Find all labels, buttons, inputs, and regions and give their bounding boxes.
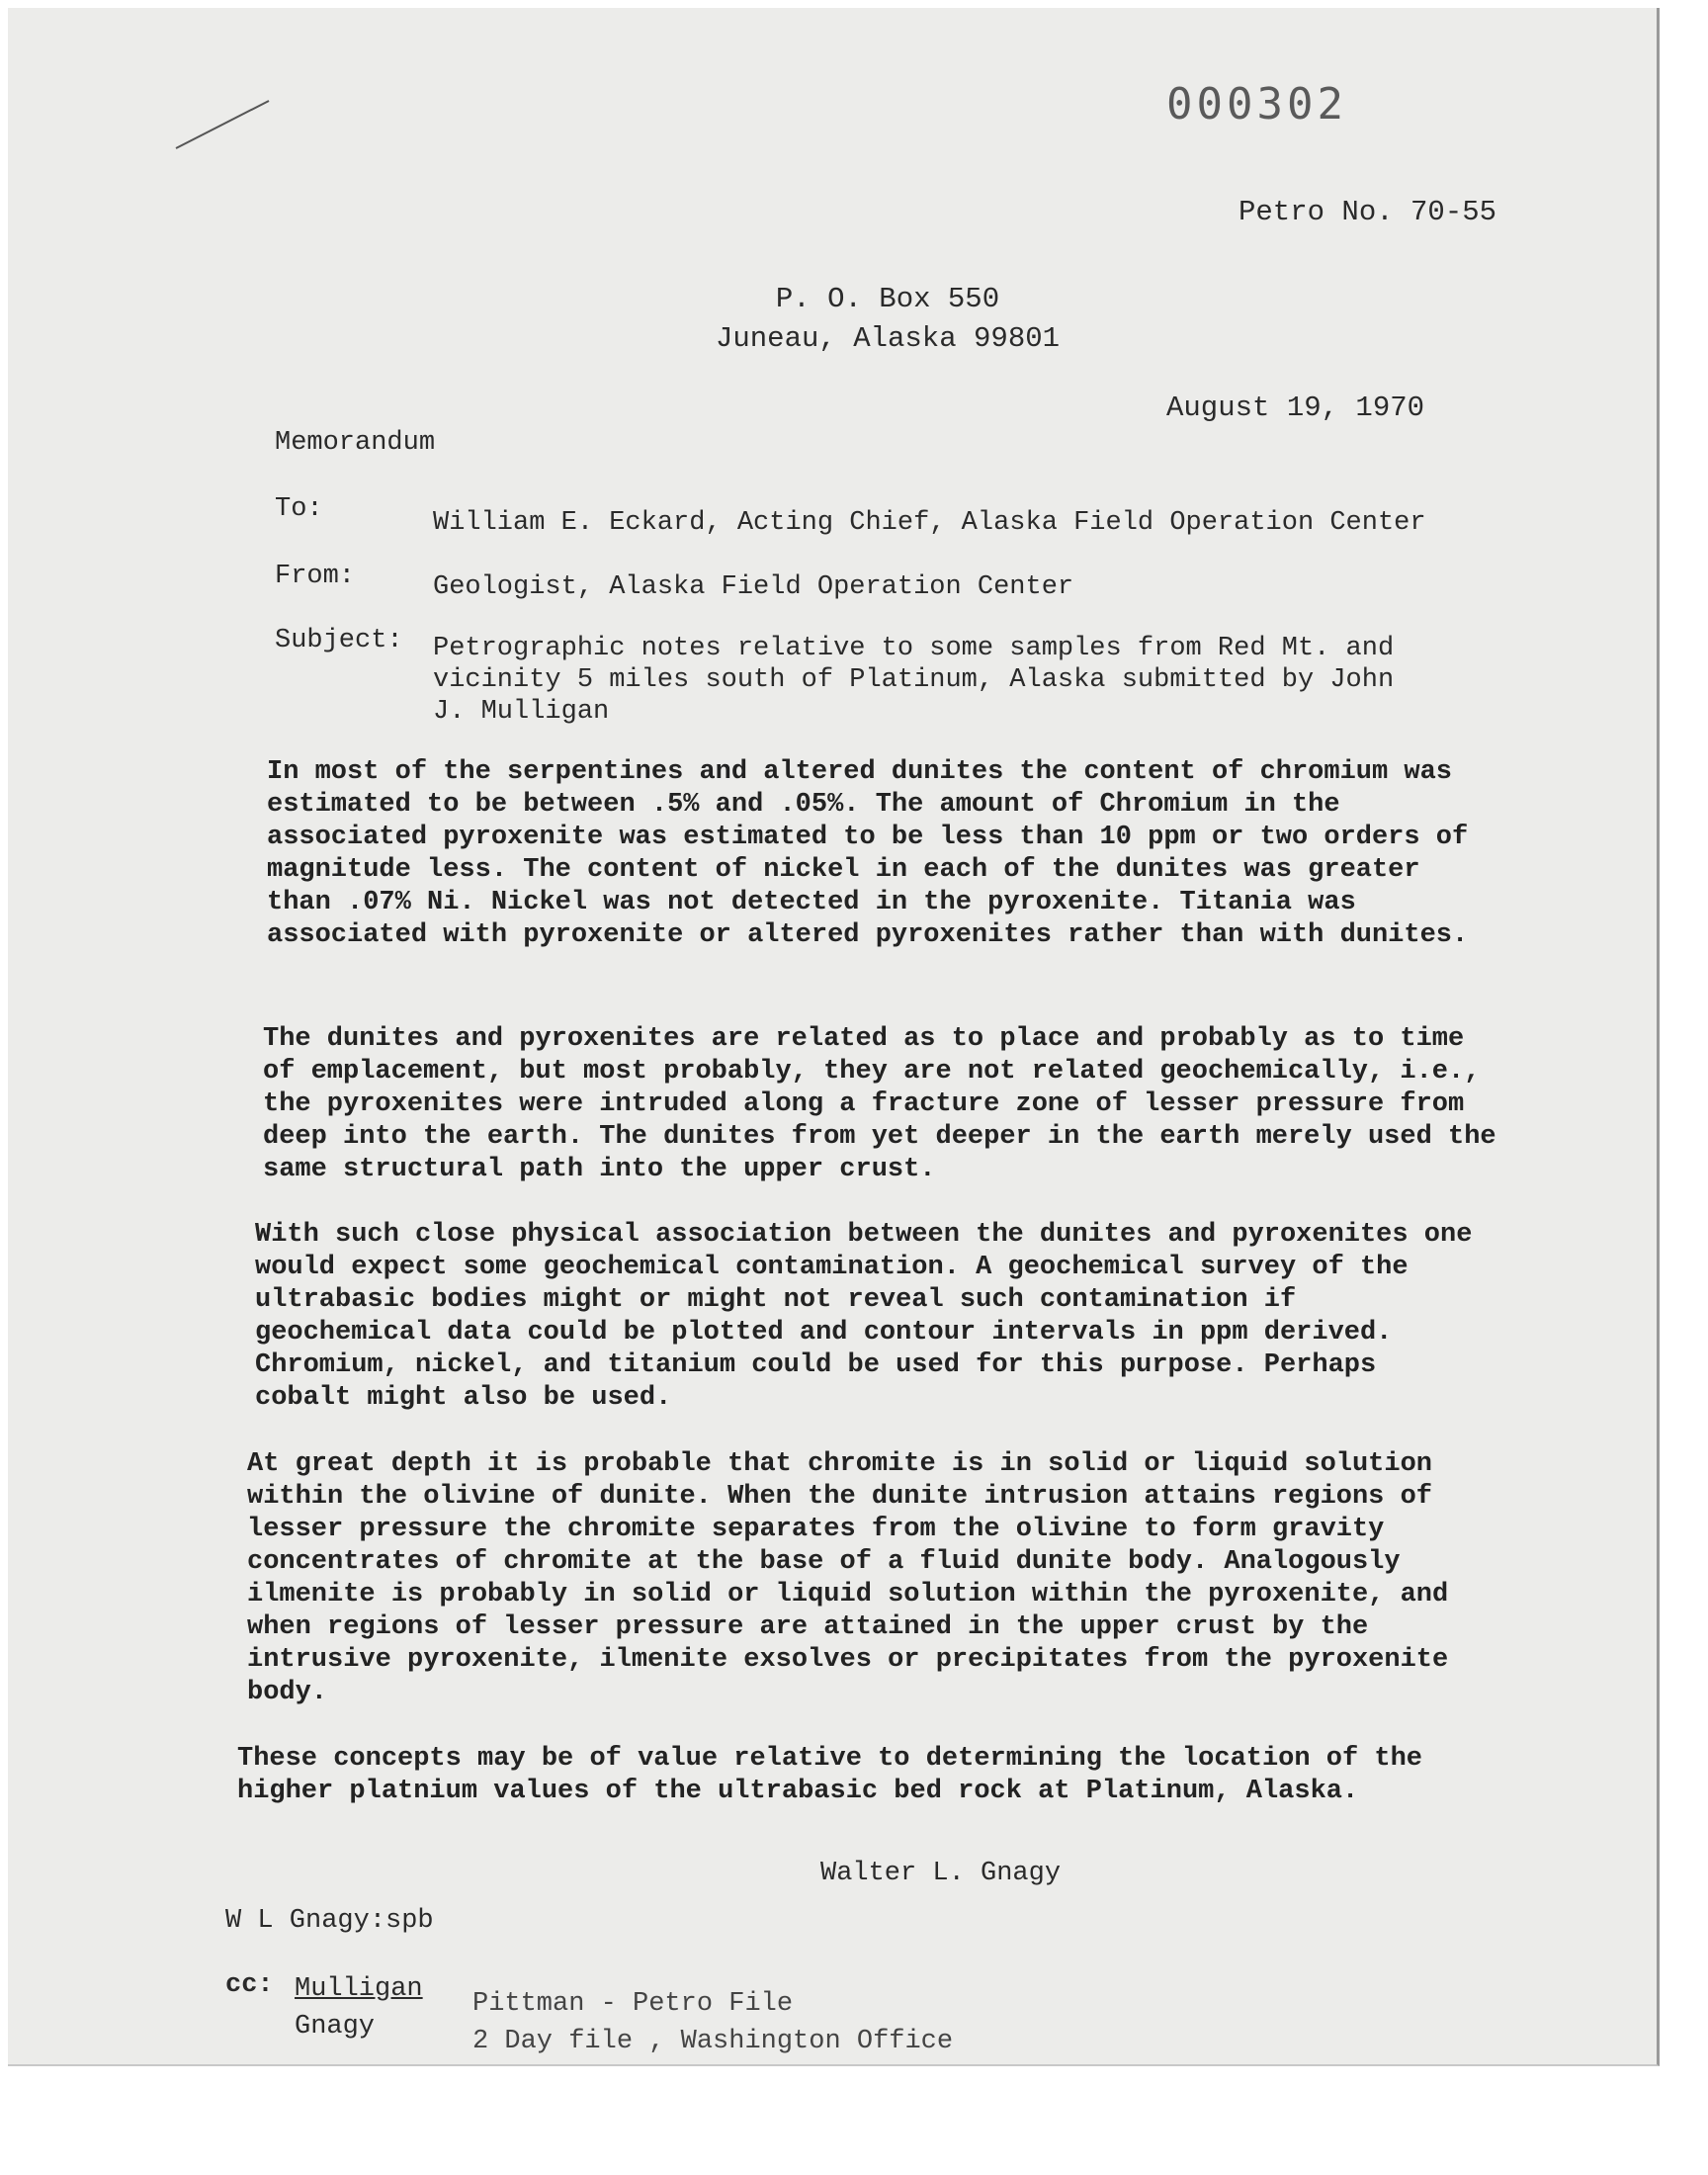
cc-label: cc: [225,1970,274,2000]
body-paragraph-1: In most of the serpentines and altered dunites the content of chromium was estimated to be between .5% and .05%. The amount of Chromium in the associated pyroxenite was estimated to be less than 10 ppm or two orders of magnitude less. The content of nickel in each of the dunites was greater than .07% Ni. Nickel was not detected in the pyroxenite. Titania was associated with pyroxenite or altered pyroxenites rather than with dunites. [267,757,1469,950]
body-paragraph-2: The dunites and pyroxenites are related as to place and probably as to time of emplacement, but most probably, they are not related geochemically, i.e., the pyroxenites were intruded along a fracture zone of lesser pressure from deep into the earth. The dunites from yet deeper in the earth merely used the same structural path into the upper crust. [263,1024,1496,1184]
memo-type: Memorandum [275,428,436,458]
memo-page [8,8,1660,2066]
pen-mark [174,97,273,156]
to-value: William E. Eckard, Acting Chief, Alaska Field Operation Center [433,508,1426,538]
from-label: From: [275,562,356,591]
cc-recipient-gnagy: Gnagy [295,2012,376,2042]
to-label: To: [275,494,323,524]
address-line-2: Juneau, Alaska 99801 [715,322,1061,355]
address-block [700,280,1075,359]
body-paragraph-3: With such close physical association between the dunites and pyroxenites one would expect some geochemical contamination. A geochemical survey of the ultrabasic bodies might or might not reveal such contamination if geochemical data could be plotted and contour intervals in ppm derived. Chromium, nickel, and titanium could be used for this purpose. Perhaps cobalt might also be used. [255,1220,1473,1413]
body-paragraph-4: At great depth it is probable that chromite is in solid or liquid solution within the olivine of dunite. When the dunite intrusion attains regions of lesser pressure the chromite separates from the olivine to form gravity concentrates of chromite at the base of a fluid dunite body. Analogously ilmenite is probably in solid or liquid solution within the pyroxenite, and when regions of lesser pressure are attained in the upper crust by the intrusive pyroxenite, ilmenite exsolves or precipitates from the pyroxenite body. [247,1449,1449,1707]
cc-list-left [295,1970,423,2045]
cc-list-right [472,1985,953,2060]
address-line-1: P. O. Box 550 [775,283,1000,315]
memo-date: August 19, 1970 [1166,392,1425,424]
petro-reference: Petro No. 70-55 [1238,196,1497,228]
cc-recipient-mulligan: Mulligan [295,1974,423,2004]
cc-recipient-washington: 2 Day file , Washington Office [472,2027,954,2056]
subject-value: Petrographic notes relative to some samples from Red Mt. and vicinity 5 miles south of Platinum, Alaska submitted by John J. Mulligan [433,634,1395,727]
signature-name: Walter L. Gnagy [820,1859,1062,1888]
typist-initials: W L Gnagy:spb [225,1906,434,1936]
from-value: Geologist, Alaska Field Operation Center [433,572,1074,602]
subject-label: Subject: [275,626,403,655]
body-paragraph-5: These concepts may be of value relative to determining the location of the higher platnium values of the ultrabasic bed rock at Platinum, Alaska. [237,1744,1422,1806]
cc-recipient-petro-file: Pittman - Petro File [472,1989,794,2019]
document-number: 000302 [1166,79,1347,130]
